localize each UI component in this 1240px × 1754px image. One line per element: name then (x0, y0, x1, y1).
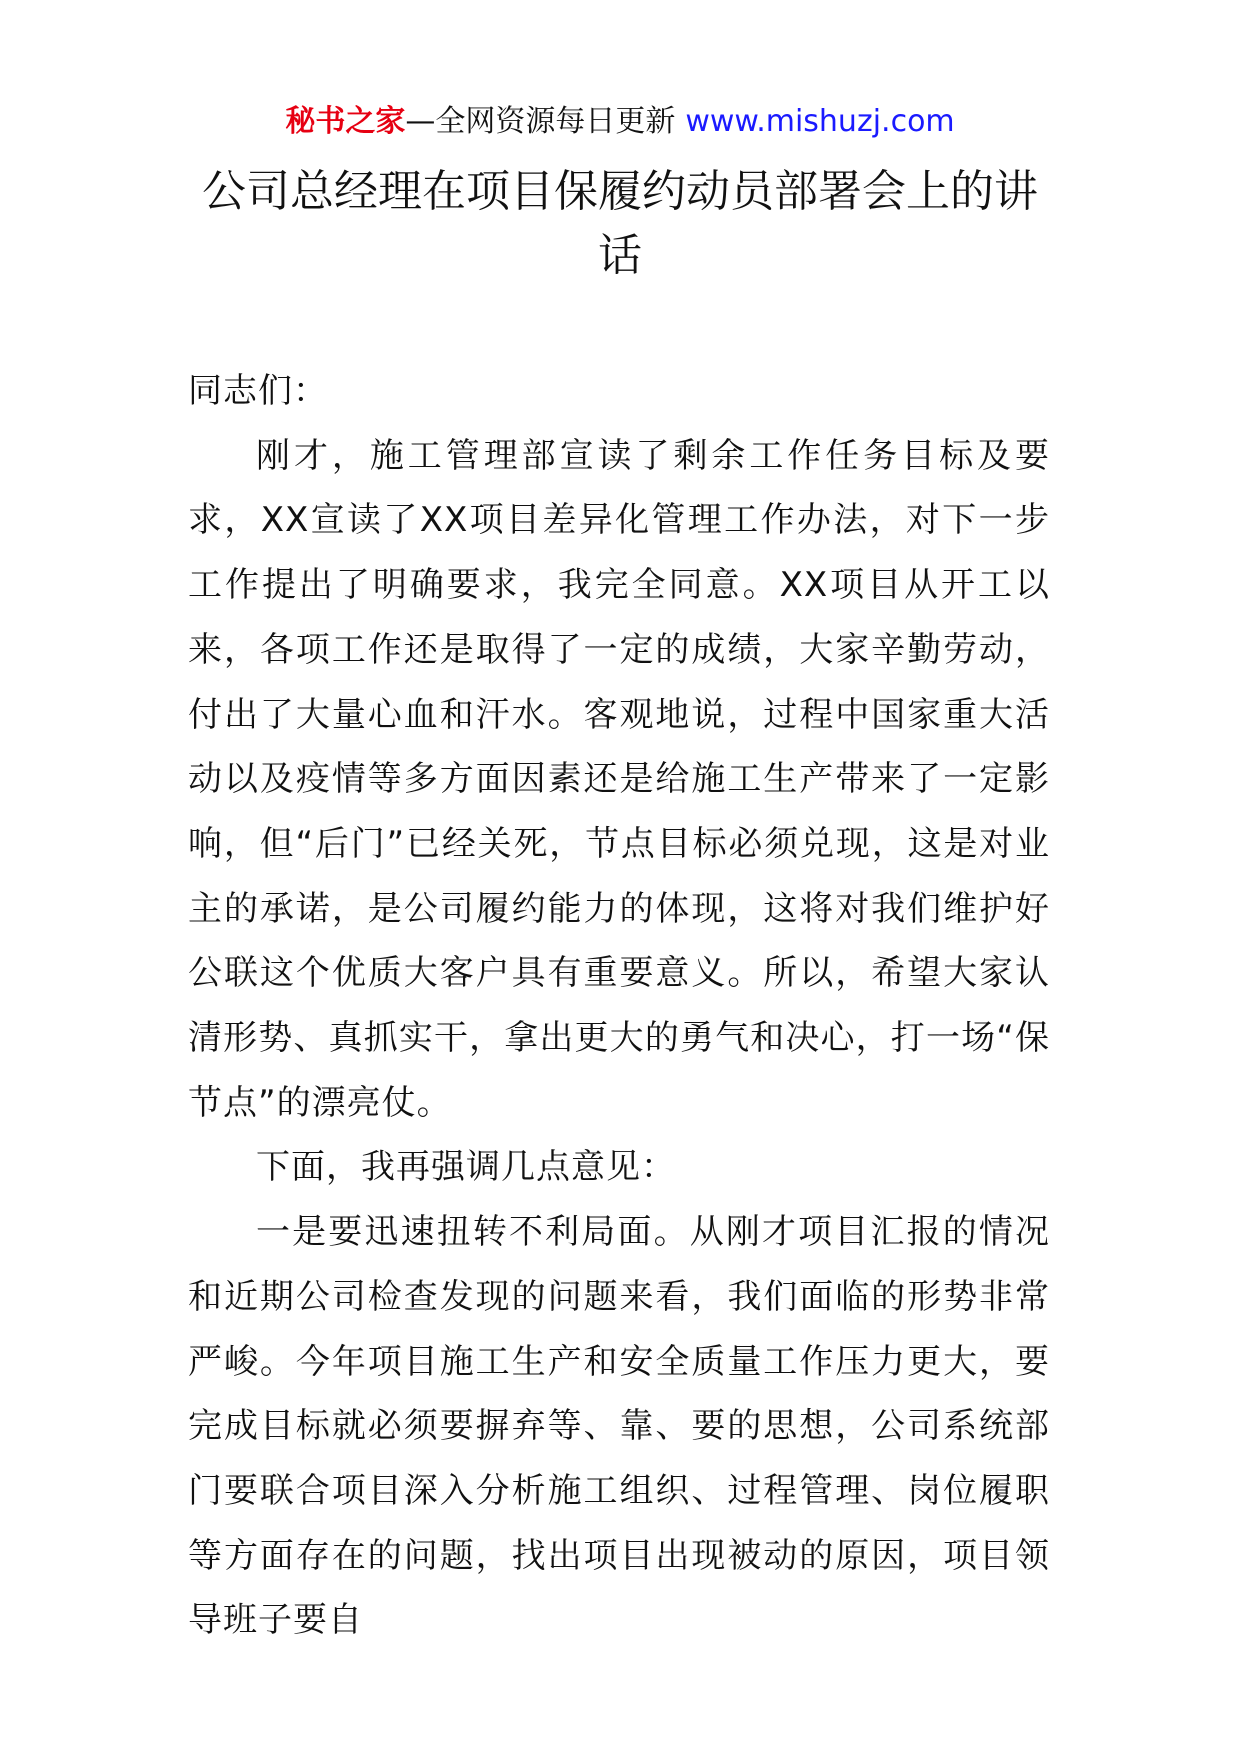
document-title: 公司总经理在项目保履约动员部署会上的讲话 (202, 166, 1038, 281)
paragraph: 一是要迅速扭转不利局面。从刚才项目汇报的情况和近期公司检查发现的问题来看，我们面临的形势非常严峻。今年项目施工生产和安全质量工作压力更大，要完成目标就必须要摒弃等、靠、要的思想，公司系统部门要联合项目深入分析施工组织、过程管理、岗位履职等方面存在的问题，找出项目出现被动的原因，项目领导班子要自 (188, 1212, 1050, 1641)
brand-tagline: —全网资源每日更新 (405, 104, 676, 139)
site-url: www.mishuzj.com (685, 104, 955, 139)
brand-name: 秘书之家 (285, 104, 406, 139)
salutation: 同志们： (188, 371, 328, 411)
watermark-header (0, 100, 1240, 144)
document-body (188, 359, 1050, 1653)
paragraph: 刚才，施工管理部宣读了剩余工作任务目标及要求，XX宣读了XX项目差异化管理工作办法，对下一步工作提出了明确要求，我完全同意。XX项目从开工以来，各项工作还是取得了一定的成绩，大家辛勤劳动，付出了大量心血和汗水。客观地说，过程中国家重大活动以及疫情等多方面因素还是给施工生产带来了一定影响，但“后门”已经关死，节点目标必须兑现，这是对业主的承诺，是公司履约能力的体现，这将对我们维护好公联这个优质大客户具有重要意义。所以，希望大家认清形势、真抓实干，拿出更大的勇气和决心，打一场“保节点”的漂亮仗。 (188, 435, 1050, 1123)
paragraph: 下面，我再强调几点意见： (256, 1147, 676, 1188)
